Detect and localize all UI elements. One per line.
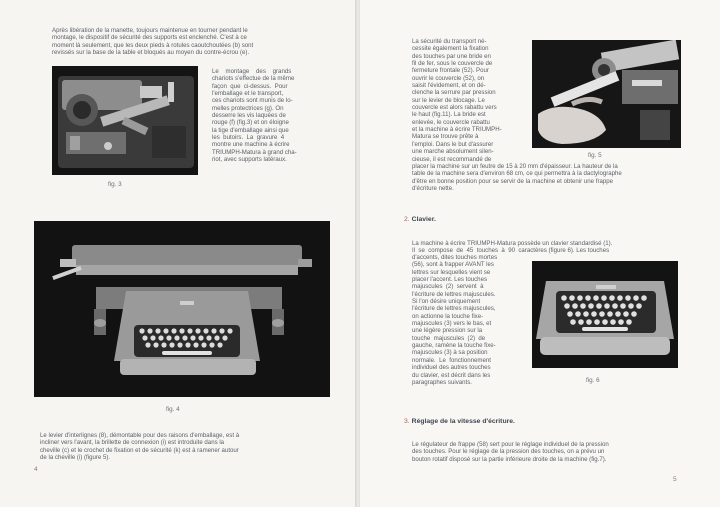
fig6-caption: fig. 6 [586, 377, 600, 384]
fig3-mechanism-illustration [52, 66, 198, 175]
top-paragraph: La sécurité du transport né- cessite également la fixation des touches par une bride en fil de fer, sous le couvercle de fermeture frontale (52). Pour ouvrir le couvercle (52), on saisit l'évidement, et on dé- clenche la serrure par pression sur le levier de blocage. Le couvercle est alors rabattu vers le haut (fig.11). La bride est enlevée, le couvercle rabattu et la machine à écrire TRIUMPH- Matura se trouve prête à l'emploi. Dans le but d'assurer une marche absolument silen- cieuse, il est recommandé de [412, 38, 502, 163]
section2-paragraph: d'accents, dites touches mortes (56), sont à frapper AVANT les lettres sur lesquelles vient se placer l'accent. Les touches majuscules (2) servent à l'écriture de lettres majuscules. Si l'on désire uniquement l'écriture de lettres majuscules, on actionne la touche fixe- majuscules (3) vers le bas, et une légère pression sur la touche majuscules (2) de gauche, ramène la touche fixe- majuscules (3) à sa position normale. Le fonctionnement individuel des autres touches du clavier, est décrit dans les paragraphes suivants. [412, 254, 498, 386]
section2-number: 2. [404, 216, 410, 223]
fig3-caption: fig. 3 [108, 181, 122, 188]
fig6-keyboard-illustration [532, 261, 678, 368]
section2-heading [404, 216, 436, 223]
section3-title: Réglage de la vitesse d'écriture. [411, 418, 515, 425]
fig6-photo [532, 261, 678, 368]
section2-title: Clavier. [411, 216, 436, 223]
side-paragraph: Le montage des grands chariots s'effectue de la même façon que ci-dessus. Pour l'emballage et le transport, ces chariots sont munis de lo- melles protectrices (g). On desserre les vis laquées de rouge (f) (fig.3) et on éloigne la tige d'emballage ainsi que les butoirs. La gravure 4 montre une machine à écrire TRIUMPH-Matura à grand cha- riot, avec supports latéraux. [212, 68, 297, 164]
left-page [0, 0, 356, 507]
intro-paragraph: Après libération de la manette, toujours maintenue en tourner pendant le montage, le dispositif de sécurité des supports est enclenché. C'est à ce moment là seulement, que les deux pieds à rotules caoutchoutées (b) sont revissés sur la base de la table et bloqués au moyen du contre-écrou (e). [52, 27, 254, 57]
section3-paragraph: Le régulateur de frappe (58) sert pour le réglage individuel de la pression des touches. Pour le réglage de la pression des touches, on a prévu un bouton rotatif disposé sur la partie inférieure droite de la machine (fig.7). [412, 441, 609, 463]
bottom-paragraph: Le levier d'interlignes (8), démontable pour des raisons d'emballage, est à incliner vers l'avant, la brillette de connexion (i) est introduite dans la cheville (c) et le crochet de fixation et de sécurité (k) est à ramener autour de la cheville (i) (figure 5). [40, 432, 240, 462]
fig4-caption: fig. 4 [166, 406, 180, 413]
fig5-caption: fig. 5 [588, 152, 602, 159]
right-page-number: 5 [673, 476, 677, 483]
section2-intro: La machine à écrire TRIUMPH-Matura possède un clavier standardisé (1). Il se compose de 45 touches à 90 caractères (figure 6). Les touches [412, 240, 613, 255]
section3-heading [404, 418, 515, 425]
section3-number: 3. [404, 418, 410, 425]
right-page [360, 0, 720, 507]
fig5-hand-illustration [532, 40, 681, 148]
fig5-photo [532, 40, 681, 148]
fig4-typewriter-illustration [34, 221, 330, 397]
left-page-number: 4 [34, 466, 38, 473]
fig4-photo [34, 221, 330, 397]
fig3-photo [52, 66, 198, 175]
continued-paragraph: placer la machine sur un feutre de 15 à 20 mm d'épaisseur. La hauteur de la table de la machine sera d'environ 68 cm, ce qui permettra à la dactylographe d'être en bonne position pour se servir de la machine et obtenir une frappe d'écriture nette. [412, 163, 622, 193]
